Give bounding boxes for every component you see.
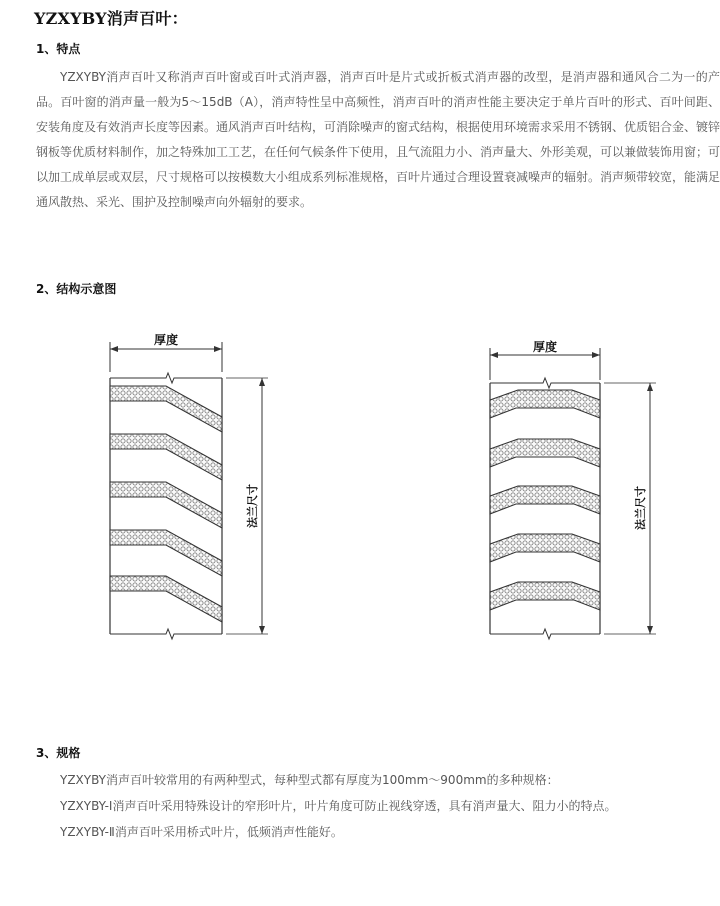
louver-blade — [490, 390, 600, 418]
louver-blade — [110, 482, 222, 528]
louver-blade — [490, 534, 600, 562]
spec-line: YZXYBY-Ⅰ消声百叶采用特殊设计的窄形叶片，叶片角度可防止视线穿透，具有消声量大、阻力小的特点。 — [60, 799, 617, 813]
right-louver-diagram — [490, 348, 656, 639]
louver-blade — [490, 486, 600, 514]
louver-blade — [110, 576, 222, 622]
spec-line: YZXYBY-Ⅱ消声百叶采用桥式叶片，低频消声性能好。 — [60, 825, 343, 839]
right-flange-label: 法兰尺寸 — [634, 486, 647, 530]
louver-blade — [110, 386, 222, 432]
spec-line: YZXYBY消声百叶较常用的有两种型式，每种型式都有厚度为100mm～900mm的多种规格： — [60, 773, 559, 787]
section-heading-specs: 3、规格 — [36, 746, 81, 760]
features-paragraph: YZXYBY消声百叶又称消声百叶窗或百叶式消声器，消声百叶是片式或折板式消声器的改型，是消声器和通风合二为一的产品。百叶窗的消声量一般为5～15dB（A），消声特性呈中高频性，消声百叶的消声性能主要决定于单片百叶的形式、百叶间距、安装角度及有效消声长度等因素。通风消声百叶结构，可消除噪声的窗式结构，根据使用环境需求采用不锈钢、优质铝合金、镀锌钢板等优质材料制作，加之特殊加工工艺，在任何气候条件下使用，且气流阻力小、消声量大、外形美观，可以兼做装饰用窗；可以加工成单层或双层，尺寸规格可以按模数大小组成系列标准规格，百叶片通过合理设置衰减噪声的辐射。消声频带较宽，能满足通风散热、采光、围护及控制噪声向外辐射的要求。 — [36, 70, 720, 209]
left-louver-diagram — [110, 342, 268, 639]
right-thickness-label: 厚度 — [532, 340, 558, 354]
louver-blade — [110, 530, 222, 576]
louver-blade — [110, 434, 222, 480]
left-thickness-label: 厚度 — [153, 333, 179, 347]
louver-blade — [490, 582, 600, 610]
section-heading-features: 1、特点 — [36, 42, 81, 56]
page-title: YZXYBY消声百叶： — [34, 9, 188, 28]
left-flange-label: 法兰尺寸 — [246, 484, 259, 528]
section-heading-structure: 2、结构示意图 — [36, 282, 117, 296]
louver-blade — [490, 439, 600, 467]
